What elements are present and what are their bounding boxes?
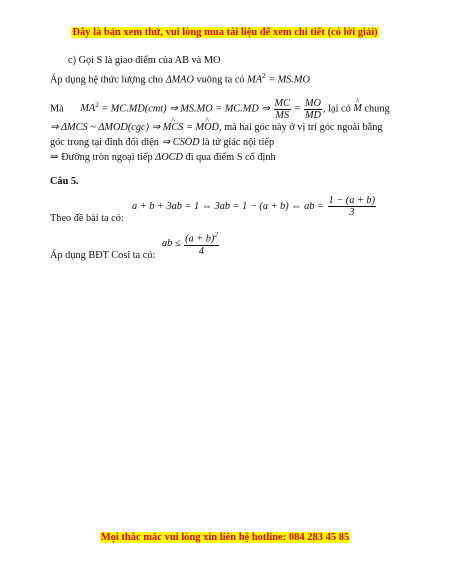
fraction-mc-ms: $\frac{MC}{MS}$ — [274, 97, 290, 121]
equation-ab: a + b + 3ab = 1 ⇔ 3ab = 1 − (a + b) ⇔ ab = $\frac{1 - (a + b)}{3}$ — [132, 195, 376, 219]
fraction-cosi: $\frac{(a + b)^2}{4}$ — [185, 231, 218, 257]
part-c-heading: c) Gọi S là giao điểm của AB và MO — [68, 55, 221, 66]
given-label: Theo đề bài ta có: — [50, 213, 124, 224]
question-5-heading: Câu 5. — [50, 176, 79, 187]
hotline-banner-text: Mọi thắc mắc vui lòng xin liên hệ hotline: 084 283 45 85 — [100, 532, 350, 543]
preview-banner-text: Đây là bản xem thử, vui lòng mua tài liệu để xem chi tiết (có lời giải) — [72, 27, 378, 38]
preview-banner — [0, 27, 450, 38]
line-apply-relation: Áp dụng hệ thức lượng cho ΔMAO vuông ta có $MA^2 = MS.MO$ — [50, 72, 310, 86]
hotline-banner — [0, 532, 450, 543]
fraction-mo-md: $\frac{MO}{MD}$ — [304, 97, 321, 121]
line-ratio: Mà $MA^2 = MC.MD(cmt)$ ⇒ MS.MO = MC.MD ⇒ $\frac{MC}{MS}$ = $\frac{MO}{MD}$ , lại có ^ M chung — [50, 90, 390, 124]
line-circumcircle: ⇒ Đường tròn ngoại tiếp ΔOCD đi qua điểm S cố định — [50, 152, 276, 163]
fraction-ab: $\frac{1 - (a + b)}{3}$ — [328, 195, 376, 219]
apply-cosi-label: Áp dụng BĐT Cosi ta có: — [50, 250, 156, 261]
line-cyclic: góc trong tại đỉnh đối diện ⇒ CSOD là tứ giác nội tiếp — [50, 137, 275, 148]
line-similar: ⇒ ΔMCS ~ ΔMOD(cgc) ⇒ ^ MCS = ^ MOD, mà hai góc này ở vị trí góc ngoài bằng — [50, 121, 383, 134]
inequality-cosi: ab ≤ $\frac{(a + b)^2}{4}$ — [162, 231, 218, 257]
